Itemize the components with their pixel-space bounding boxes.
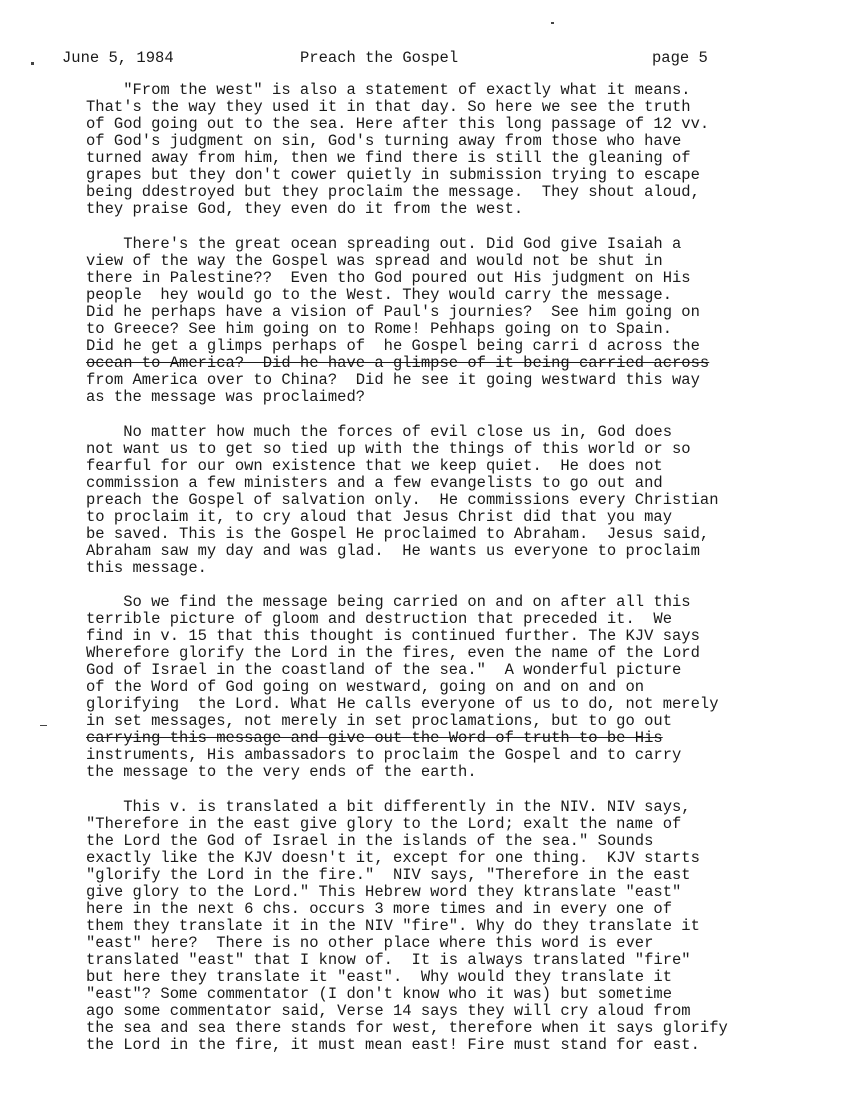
text-line: terrible picture of gloom and destruction that preceded it. We: [86, 610, 672, 628]
text-line: people hey would go to the West. They would carry the message.: [86, 286, 672, 304]
text-line: No matter how much the forces of evil close us in, God does: [86, 423, 672, 441]
text-line: there in Palestine?? Even tho God poured out His judgment on His: [86, 269, 691, 287]
text-line: them they translate it in the NIV "fire". Why do they translate it: [86, 917, 700, 935]
text-line: exactly like the KJV doesn't it, except for one thing. KJV starts: [86, 849, 700, 867]
text-line-struck: carrying this message and give out the Word of truth to be His: [86, 729, 663, 747]
text-line: "Therefore in the east give glory to the Lord; exalt the name of: [86, 815, 682, 833]
text-line: fearful for our own existence that we keep quiet. He does not: [86, 457, 663, 475]
text-line-struck: ocean to America? Did he have a glimpse of it being carried across: [86, 354, 710, 372]
text-line: the Lord in the fire, it must mean east! Fire must stand for east.: [86, 1036, 700, 1054]
header-page-number: page 5: [652, 49, 708, 67]
text-line: in set messages, not merely in set proclamations, but to go out: [86, 712, 672, 730]
text-line: ago some commentator said, Verse 14 says they will cry aloud from: [86, 1002, 691, 1020]
text-line: they praise God, they even do it from the west.: [86, 200, 524, 218]
scan-mark-left: [31, 62, 34, 65]
text-line: instruments, His ambassadors to proclaim the Gospel and to carry: [86, 746, 682, 764]
text-line: be saved. This is the Gospel He proclaimed to Abraham. Jesus said,: [86, 525, 710, 543]
text-line: find in v. 15 that this thought is continued further. The KJV says: [86, 627, 700, 645]
text-line: turned away from him, then we find there is still the gleaning of: [86, 149, 691, 167]
text-line: to proclaim it, to cry aloud that Jesus Christ did that you may: [86, 508, 672, 526]
header-title: Preach the Gospel: [300, 49, 459, 67]
text-line: "glorify the Lord in the fire." NIV says, "Therefore in the east: [86, 866, 691, 884]
text-line: as the message was proclaimed?: [86, 388, 366, 406]
text-line: this message.: [86, 559, 207, 577]
text-line: translated "east" that I know of. It is always translated "fire": [86, 951, 691, 969]
text-line: "From the west" is also a statement of exactly what it means.: [86, 81, 691, 99]
text-line: give glory to the Lord." This Hebrew word they ktranslate "east": [86, 883, 682, 901]
text-line: This v. is translated a bit differently in the NIV. NIV says,: [86, 798, 691, 816]
header-date: June 5, 1984: [62, 49, 174, 67]
scan-mark-margin: [40, 725, 47, 726]
text-line: preach the Gospel of salvation only. He commissions every Christian: [86, 491, 719, 509]
text-line: of God going out to the sea. Here after this long passage of 12 vv.: [86, 115, 710, 133]
text-line: That's the way they used it in that day. So here we see the truth: [86, 98, 691, 116]
text-line: view of the way the Gospel was spread and would not be shut in: [86, 252, 663, 270]
text-line: Did he perhaps have a vision of Paul's journies? See him going on: [86, 303, 700, 321]
text-line: glorifying the Lord. What He calls everyone of us to do, not merely: [86, 695, 719, 713]
text-line: here in the next 6 chs. occurs 3 more times and in every one of: [86, 900, 672, 918]
text-line: of God's judgment on sin, God's turning away from those who have: [86, 132, 682, 150]
text-line: commission a few ministers and a few evangelists to go out and: [86, 474, 663, 492]
scan-mark-top: [551, 22, 554, 24]
text-line: the Lord the God of Israel in the islands of the sea." Sounds: [86, 832, 654, 850]
text-line: of the Word of God going on westward, going on and on and on: [86, 678, 645, 696]
text-line: to Greece? See him going on to Rome! Pehhaps going on to Spain.: [86, 320, 672, 338]
text-line: the message to the very ends of the earth.: [86, 763, 477, 781]
text-line: Did he get a glimps perhaps of he Gospel being carri d across the: [86, 337, 700, 355]
text-line: the sea and sea there stands for west, therefore when it says glorify: [86, 1019, 728, 1037]
text-line: Wherefore glorify the Lord in the fires, even the name of the Lord: [86, 644, 700, 662]
text-line: So we find the message being carried on and on after all this: [86, 593, 691, 611]
text-line: from America over to China? Did he see it going westward this way: [86, 371, 700, 389]
text-line: grapes but they don't cower quietly in submission trying to escape: [86, 166, 700, 184]
text-line: being ddestroyed but they proclaim the message. They shout aloud,: [86, 183, 700, 201]
text-line: "east" here? There is no other place where this word is ever: [86, 934, 654, 952]
text-line: God of Israel in the coastland of the sea." A wonderful picture: [86, 661, 682, 679]
text-line: but here they translate it "east". Why would they translate it: [86, 968, 672, 986]
text-line: "east"? Some commentator (I don't know who it was) but sometime: [86, 985, 672, 1003]
text-line: Abraham saw my day and was glad. He wants us everyone to proclaim: [86, 542, 700, 560]
text-line: There's the great ocean spreading out. Did God give Isaiah a: [86, 235, 682, 253]
text-line: not want us to get so tied up with the things of this world or so: [86, 440, 691, 458]
page-header: [62, 47, 762, 69]
